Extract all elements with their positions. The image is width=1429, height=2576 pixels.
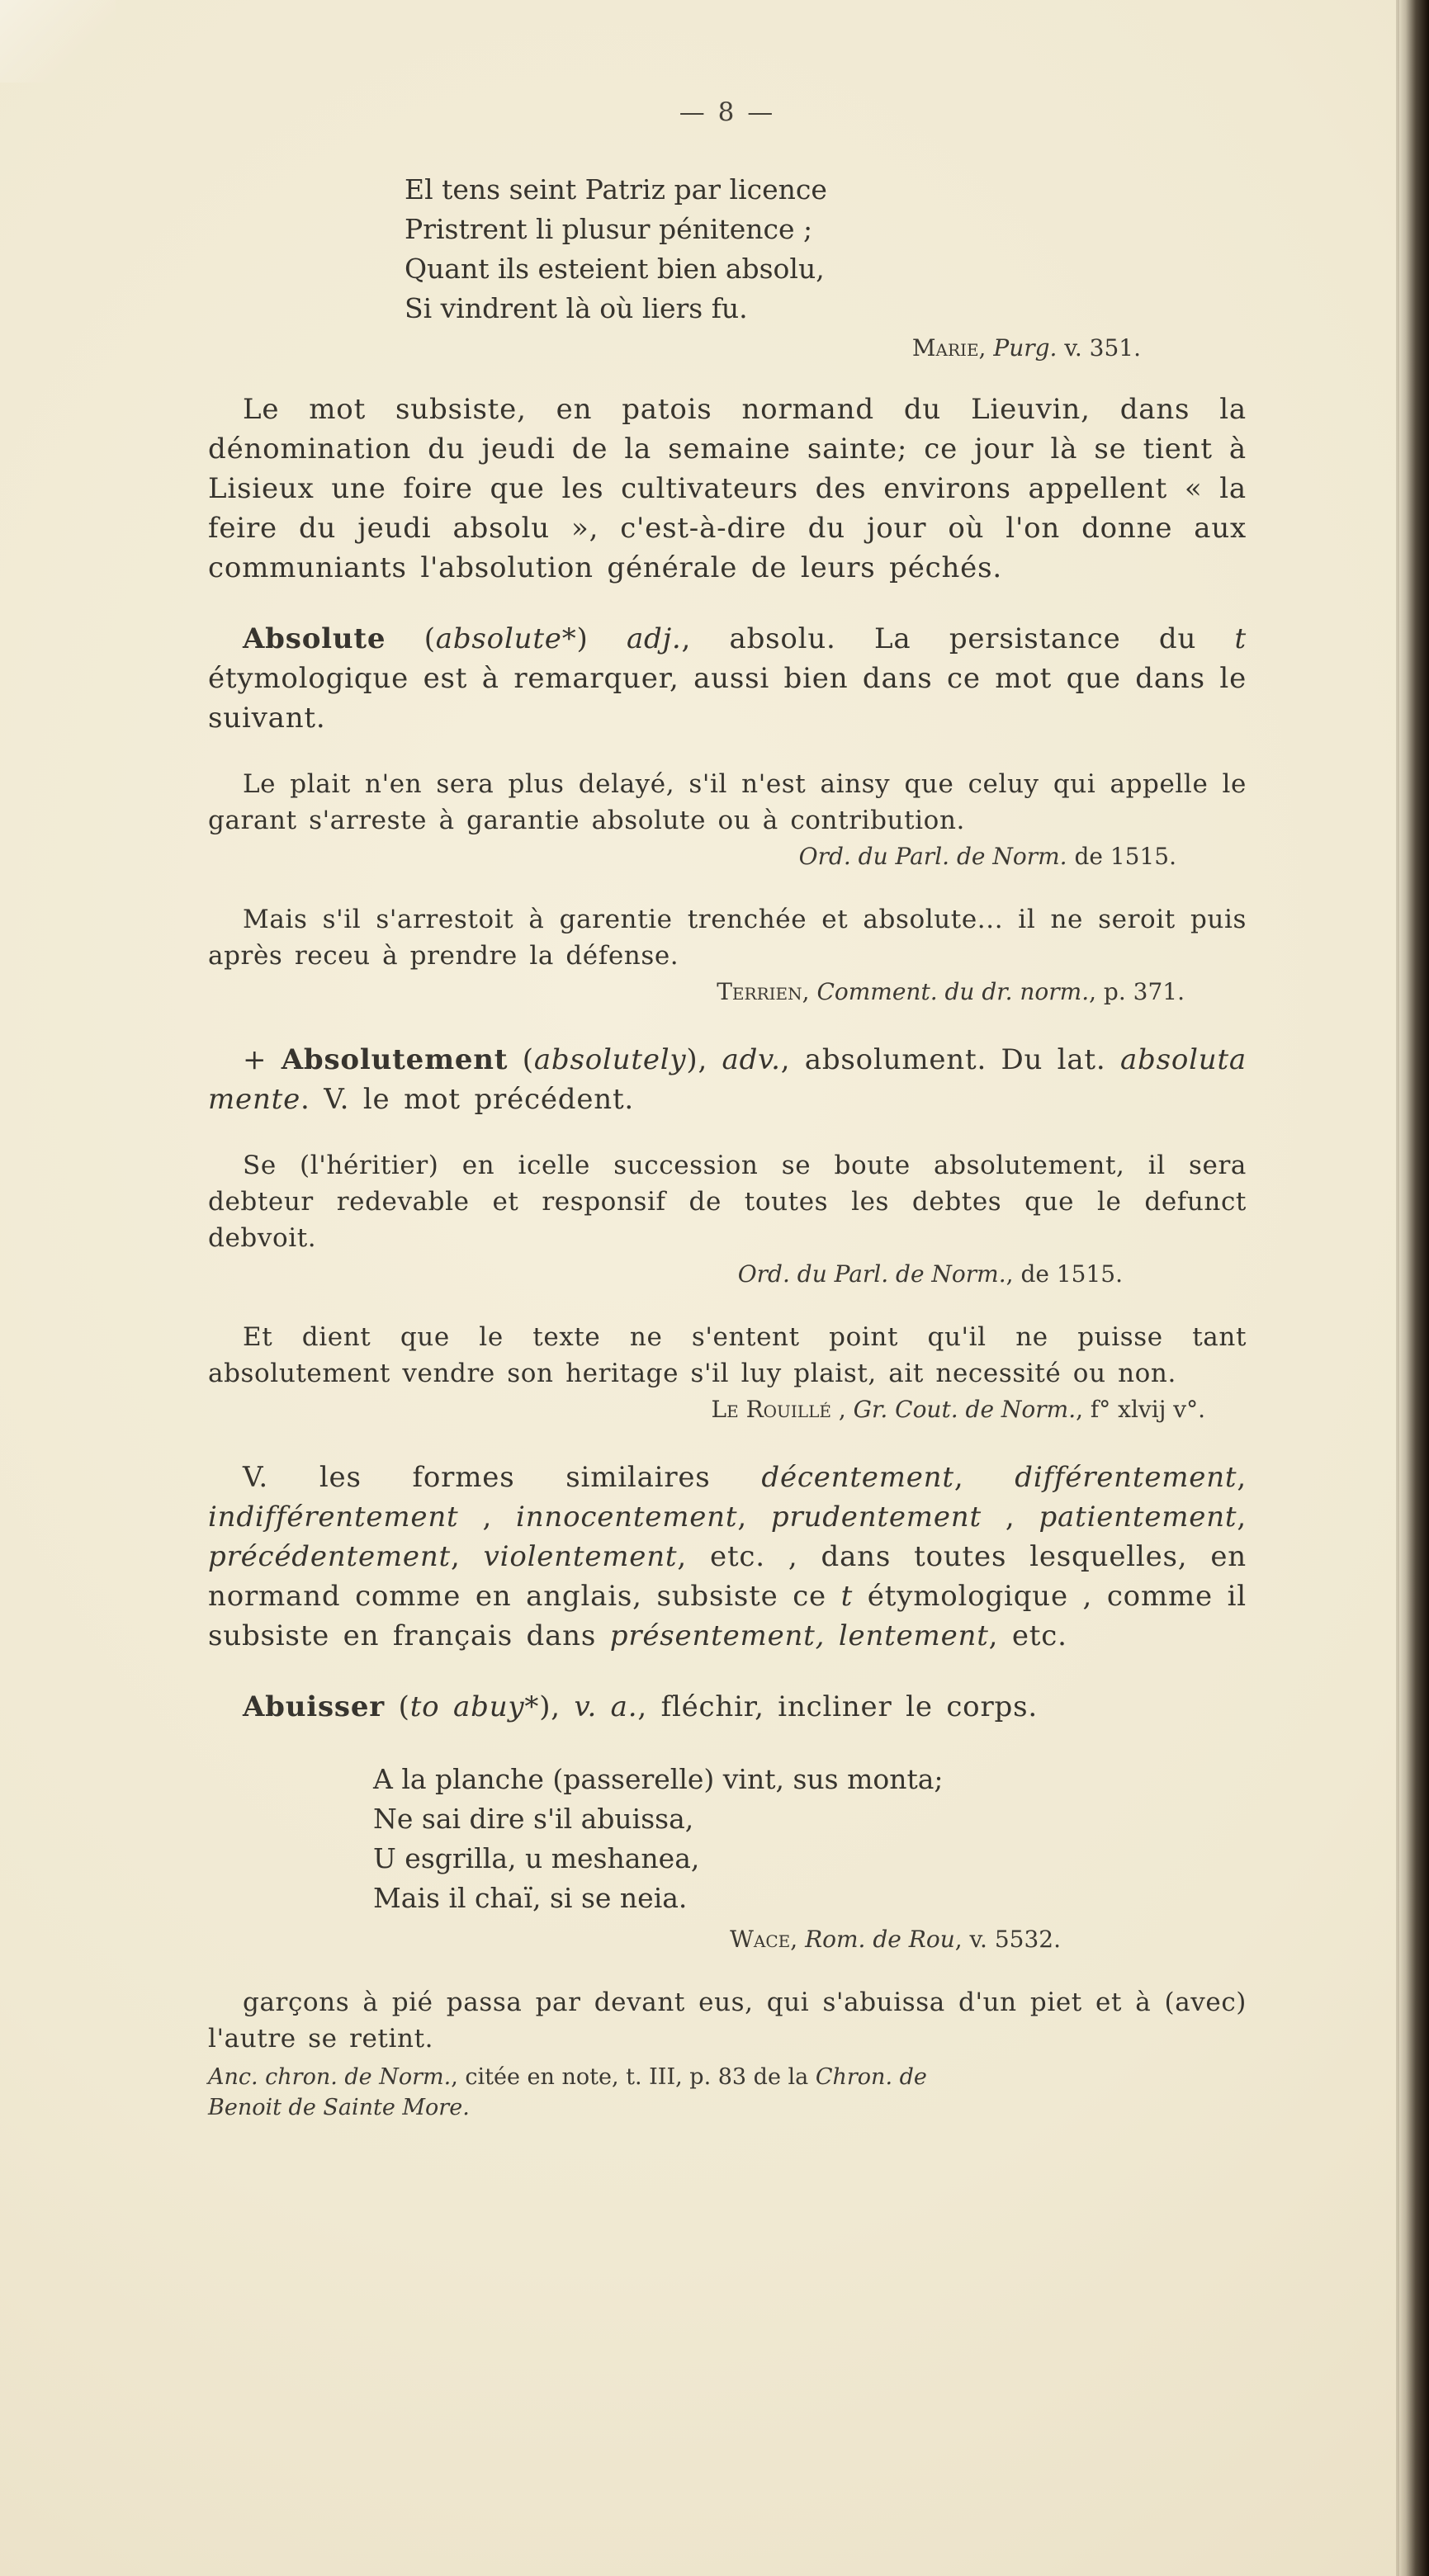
- quote-le-rouille: Et dient que le texte ne s'entent point qu'il ne puisse tant absolutement vendre son heritage s'il luy plaist, ait necessité ou non.: [208, 1322, 1247, 1388]
- entry-absolutement: + Absolutement (absolutely), adv., absolument. Du lat. absoluta mente. V. le mot précédent.: [208, 1043, 1247, 1116]
- verse-line: Pristrent li plusur pénitence ;: [405, 213, 813, 245]
- citation-marie: Marie, Purg. v. 351.: [911, 334, 1141, 362]
- paragraph-lieuvin: Le mot subsiste, en patois normand du Lieuvin, dans la dénomination du jeudi de la semaine sainte; ce jour là se tient à Lisieux une foire que les cultivateurs des environs appellent « la feire du jeudi absolu », c'est-à-dire du jour où l'on donne aux communiants l'absolution générale de leurs péchés.: [208, 393, 1247, 584]
- verse-line: U esgrilla, u meshanea,: [373, 1842, 700, 1874]
- verse-line: El tens seint Patriz par licence: [405, 173, 827, 206]
- citation-wace: Wace, Rom. de Rou, v. 5532.: [730, 1926, 1061, 1953]
- book-binding-shadow: [1396, 0, 1429, 2576]
- verse-line: Si vindrent là où liers fu.: [405, 292, 748, 324]
- citation-line: Anc. chron. de Norm., citée en note, t. III, p. 83 de la Chron. de: [208, 2064, 927, 2090]
- verse-line: Ne sai dire s'il abuissa,: [373, 1803, 694, 1835]
- citation-le-rouille: Le Rouillé , Gr. Cout. de Norm., f° xlvij v°.: [711, 1396, 1205, 1423]
- verse-line: A la planche (passerelle) vint, sus monta;: [373, 1763, 944, 1795]
- page-number: — 8 —: [679, 97, 776, 127]
- paragraph-garcons: garçons à pié passa par devant eus, qui s'abuissa d'un piet et à (avec) l'autre se retint.: [208, 1988, 1247, 2054]
- citation-ord-parl-1: Ord. du Parl. de Norm. de 1515.: [798, 843, 1176, 870]
- citation-line: Benoit de Sainte More.: [208, 2095, 470, 2120]
- entry-abuisser: Abuisser (to abuy*), v. a., fléchir, incliner le corps.: [243, 1690, 1038, 1723]
- entry-absolute: Absolute (absolute*) adj., absolu. La persistance du t étymologique est à remarquer, aussi bien dans ce mot que dans le suivant.: [208, 622, 1247, 735]
- quote-ord-parl-1: Le plait n'en sera plus delayé, s'il n'est ainsy que celuy qui appelle le garant s'arreste à garantie absolute ou à contribution.: [208, 769, 1247, 835]
- page-content: [208, 97, 1247, 2123]
- verse-line: Mais il chaï, si se neia.: [373, 1882, 688, 1914]
- verse-quote-2: [373, 1760, 1247, 1918]
- verse-quote-1: [405, 170, 1247, 328]
- verse-line: Quant ils esteient bien absolu,: [405, 253, 825, 285]
- scan-corner-artifact: [0, 0, 116, 83]
- quote-terrien: Mais s'il s'arrestoit à garentie trenchée et absolute... il ne seroit puis après receu à prendre la défense.: [208, 905, 1247, 971]
- citation-anc-chron: [208, 2062, 1247, 2123]
- quote-ord-parl-2: Se (l'héritier) en icelle succession se boute absolutement, il sera debteur redevable et responsif de toutes les debtes que le defunct debvoit.: [208, 1151, 1247, 1253]
- citation-ord-parl-2: Ord. du Parl. de Norm., de 1515.: [737, 1260, 1123, 1288]
- citation-terrien: Terrien, Comment. du dr. norm., p. 371.: [717, 978, 1185, 1005]
- paragraph-formes-similaires: V. les formes similaires décentement, différentement, indifférentement , innocentement, prudentement , patientement, précédentement, violentement, etc. , dans toutes lesquelles, en normand comme en anglais, subsiste ce t étymologique , comme il subsiste en français dans présentement, lentement, etc.: [208, 1461, 1247, 1652]
